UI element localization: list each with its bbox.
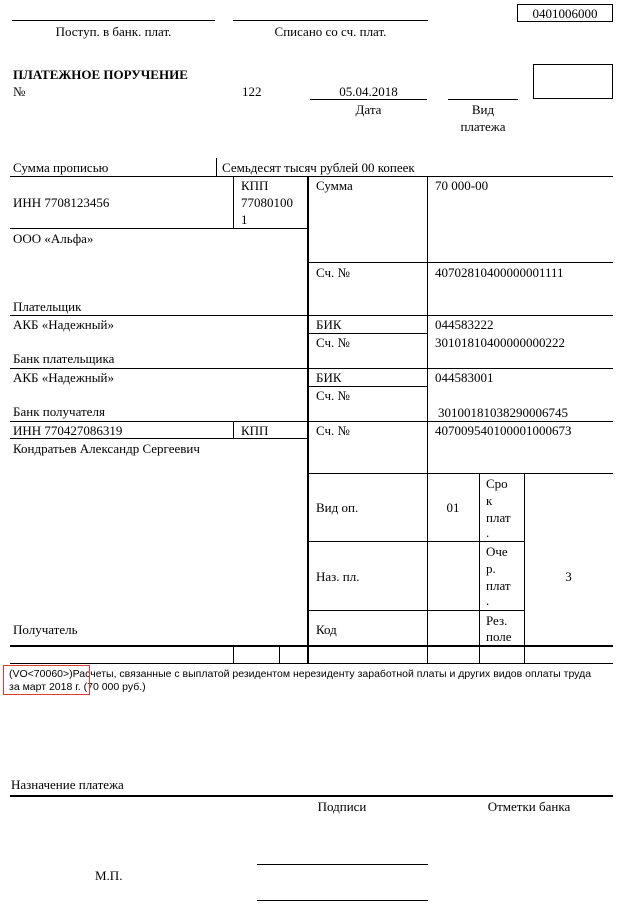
grid-line [233,176,234,228]
purpose-code-label: Наз. пл. [316,569,360,584]
grid-line [308,473,613,474]
recipient-name: Кондратьев Александр Сергеевич [13,441,200,456]
payer-name: ООО «Альфа» [13,231,94,246]
term-label-line: Сро [486,476,508,491]
payer-inn: ИНН 7708123456 [13,195,110,210]
purpose-description: Расчеты, связанные с выплатой резидентом нерезиденту заработной платы и других видов оплаты труда [72,668,592,680]
payer-bank-bik-value: 044583222 [435,317,494,332]
payer-kpp-line2: 1 [241,212,248,227]
recipient-inn: ИНН 770427086319 [13,423,123,438]
status-box [533,64,613,99]
recipient-bank-label: Банк получателя [13,404,105,419]
payer-kpp-label: КПП [241,178,269,193]
grid-line [308,386,427,387]
grid-line [10,645,613,647]
grid-line [308,333,427,334]
reserve-label-line: Рез. [486,613,508,628]
payer-bank-corr-value: 30101810400000000222 [435,335,565,350]
recipient-bank-corr-label: Сч. № [316,388,350,403]
signature-line-1 [257,864,428,865]
amount-words-value: Семьдесят тысяч рублей 00 копеек [222,160,415,175]
payer-kpp-line1: 77080100 [241,195,293,210]
grid-line [10,176,613,177]
order-value: 3 [565,569,572,584]
grid-line [308,541,524,542]
purpose-vo-code: (VO<70060>) [9,668,73,680]
payment-type-line [448,99,518,100]
payer-account-value: 40702810400000001111 [435,265,564,280]
payer-bank-label: Банк плательщика [13,351,115,366]
purpose-text-line1 [9,668,591,681]
grid-line [307,176,309,663]
document-title: ПЛАТЕЖНОЕ ПОРУЧЕНИЕ [13,67,188,82]
recipient-account-label: Сч. № [316,423,350,438]
sum-label: Сумма [316,178,353,193]
recipient-account-value: 40700954010000100067З [435,423,572,438]
bank-marks-label: Отметки банка [487,799,571,814]
order-label-line: Оче [486,544,508,559]
recipient-label: Получатель [13,622,78,637]
recipient-bank-corr-value: 30100181038290006745 [438,405,568,420]
grid-line [10,421,613,422]
grid-line [233,647,234,663]
term-label-line: плат [486,510,511,525]
recipient-bank-bik-label: БИК [316,370,342,385]
signature-line-2 [257,900,428,901]
term-label-line: . [486,525,490,540]
grid-line [10,228,308,229]
debited-label: Списано со сч. плат. [274,24,387,39]
purpose-label: Назначение платежа [11,777,124,792]
debited-line [233,20,428,21]
signatures-label: Подписи [317,799,367,814]
vo-code-highlight [3,665,90,695]
document-number: 122 [242,84,262,99]
stamp-label: М.П. [95,868,123,883]
order-label-line: плат [486,578,511,593]
payer-bank-name: АКБ «Надежный» [13,317,114,332]
grid-line [10,368,613,369]
recipient-bank-name: АКБ «Надежный» [13,370,114,385]
purpose-bottom-line [10,795,613,797]
grid-line [10,315,613,316]
form-code: 0401006000 [532,6,598,21]
grid-line [308,610,524,611]
amount-words-divider [216,158,217,176]
date-value: 05.04.2018 [339,84,398,99]
payer-bank-corr-label: Сч. № [316,335,350,350]
grid-line [279,647,280,663]
payment-type-label-2: платежа [460,119,506,134]
term-label-line: к [486,493,493,508]
grid-line [10,438,308,439]
grid-line [10,663,613,664]
code-label: Код [316,622,337,637]
bank-received-line [12,20,215,21]
purpose-text-line2: за март 2018 г. (70 000 руб.) [9,681,146,693]
grid-line [308,262,613,263]
order-label-line: . [486,593,490,608]
bank-received-label: Поступ. в банк. плат. [55,24,172,39]
grid-line [233,421,234,438]
operation-type-value: 01 [446,500,460,515]
order-label-line: р. [486,561,496,576]
date-line [310,99,427,100]
payer-account-label: Сч. № [316,265,350,280]
date-label: Дата [355,102,382,117]
reserve-label-line: поле [486,629,512,644]
recipient-bank-bik-value: 044583001 [435,370,494,385]
payment-type-label-1: Вид [471,102,495,117]
payer-label: Плательщик [13,299,82,314]
grid-line [524,473,525,663]
number-sign: № [13,84,26,99]
payer-bank-bik-label: БИК [316,317,342,332]
sum-value: 70 000-00 [435,178,489,193]
amount-words-label: Сумма прописью [13,160,109,175]
grid-line [427,176,428,473]
grid-line [479,473,480,663]
operation-type-label: Вид оп. [316,500,359,515]
recipient-kpp-label: КПП [241,423,269,438]
